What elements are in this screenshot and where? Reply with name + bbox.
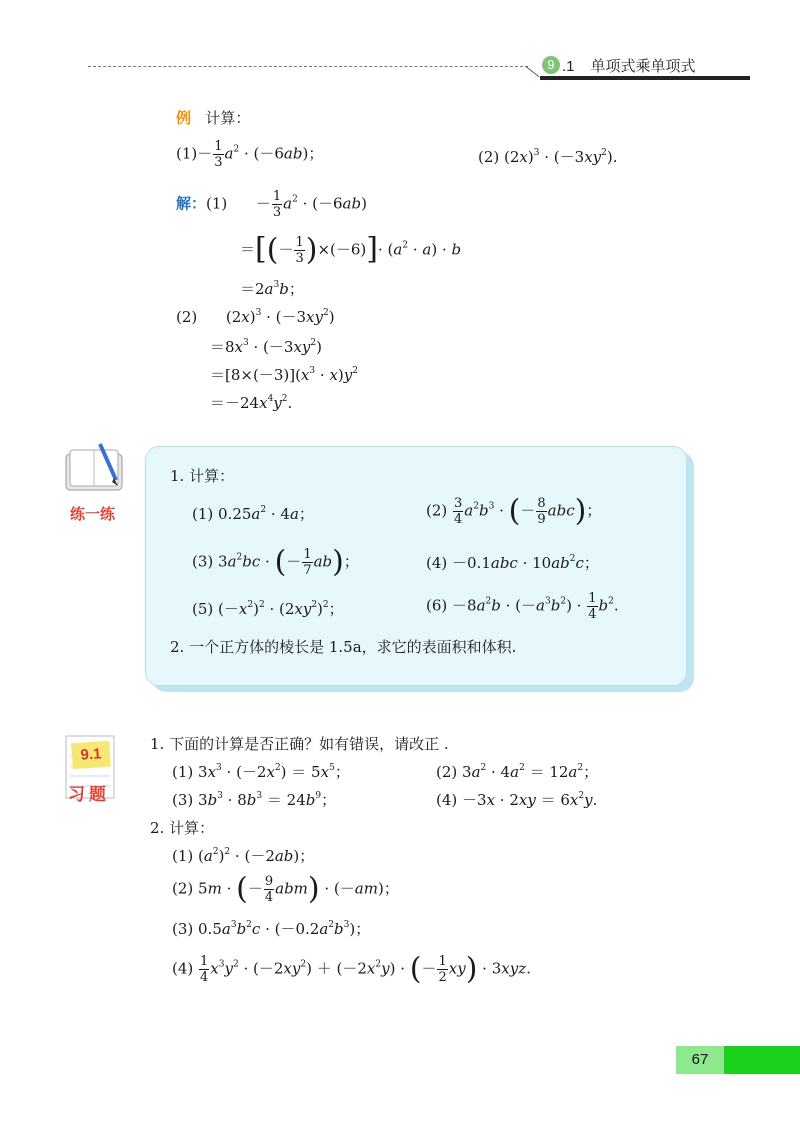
exercise-q1-item-3: (3) $3b^3 \cdot 8b^3 = 24b^9$； [172,791,337,809]
solution-2-line-3: $=[8\times(-3)](x^3 \cdot x)y^2$ [210,366,358,384]
notebook-pen-icon [60,440,130,500]
solution-line-3: $=2a^3b$； [240,280,304,298]
exercise-q2-item-4: (4) $\frac{1}{4}$ $x^3y^2 \cdot (-2xy^2) + (-2x^2y)$ · (－ $\frac{1}{2}$ xy) · 3xyz. [172,951,531,987]
page-number-bar [724,1046,800,1074]
example-label: 例 [176,110,192,127]
solution-line-1: 解：(1) － $\frac{1}{3}$ $a^2 \cdot (-6ab)$ [176,189,367,220]
example-title: 计算： [205,109,251,127]
exercise-q1-item-1: (1) $3x^3 \cdot (-2x^2) = 5x^5$； [172,763,350,781]
exercise-q1-item-4: $(4) -3x \cdot 2xy = 6x^2y$. [436,791,598,809]
exercise-q2-item-2: (2) 5m · (－ $\frac{9}{4}$ abm) · (－am)； [172,871,399,907]
practice-item-3: (3) $3a^2bc$ · (－ $\frac{1}{7}$ ab)； [192,544,359,580]
section-number-badge: 9 [542,56,560,74]
practice-label: 练一练 [70,506,116,523]
solution-2-line-4: $=-24x^4y^2$. [210,394,293,412]
exercise-q1-title: 1. 下面的计算是否正确？如有错误，请改正 . [150,735,449,753]
header-slant-line [525,66,539,77]
header-dashed-line [88,66,528,67]
exercise-q2-item-3: (3) $0.5a^3b^2c \cdot (-0.2a^2b^3)$； [172,920,371,938]
example-problem-2: (2) $(2x)^3 \cdot (-3xy^2)$. [478,148,618,166]
solution-2-line-2: $=8x^3 \cdot (-3xy^2)$ [210,338,322,356]
solution-2-line-1: (2) $(2x)^3 \cdot (-3xy^2)$ [176,308,335,326]
example-heading [176,107,250,128]
example-problem-1: (1)－ $\frac{1}{3}$ $a^2 \cdot (-6ab)$； [176,139,324,170]
solution-label: 解： [176,195,207,213]
exercise-q2-item-1: (1) $(a^2)^2 \cdot (-2ab)$； [172,847,315,865]
solution-line-2: ＝[(－ $\frac{1}{3}$ )$\times(-6)]\cdot (a^2 \cdot a) \cdot b$ [240,231,462,268]
practice-q1-title: 1. 计算： [170,467,235,485]
practice-item-2: (2) $\frac{3}{4}$ $a^2b^3$ · (－ $\frac{8}{9}$ abc)； [426,493,602,529]
exercise-q2-title: 2. 计算： [150,819,215,837]
exercise-label: 习题 [68,785,110,804]
exercise-q1-item-2: (2) $3a^2 \cdot 4a^2 = 12a^2$； [436,763,599,781]
practice-item-1: (1) $0.25a^2 \cdot 4a$； [192,505,314,523]
page-number: 67 [676,1046,724,1074]
practice-item-4: $(4) -0.1abc \cdot 10ab^2c$； [426,554,599,572]
practice-item-5: (5) $(-x^2)^2 \cdot (2xy^2)^2$； [192,600,344,618]
practice-q2: 2. 一个正方体的棱长是 1.5a，求它的表面积和体积. [170,638,517,656]
section-title: .1 单项式乘单项式 [562,58,696,75]
header-rule [540,76,750,80]
practice-item-6: $(6) -8a^2b \cdot (-a^3b^2)$ · $\frac{1}{4}$ $b^2$. [426,591,619,622]
exercise-badge-number: 9.1 [71,741,111,770]
